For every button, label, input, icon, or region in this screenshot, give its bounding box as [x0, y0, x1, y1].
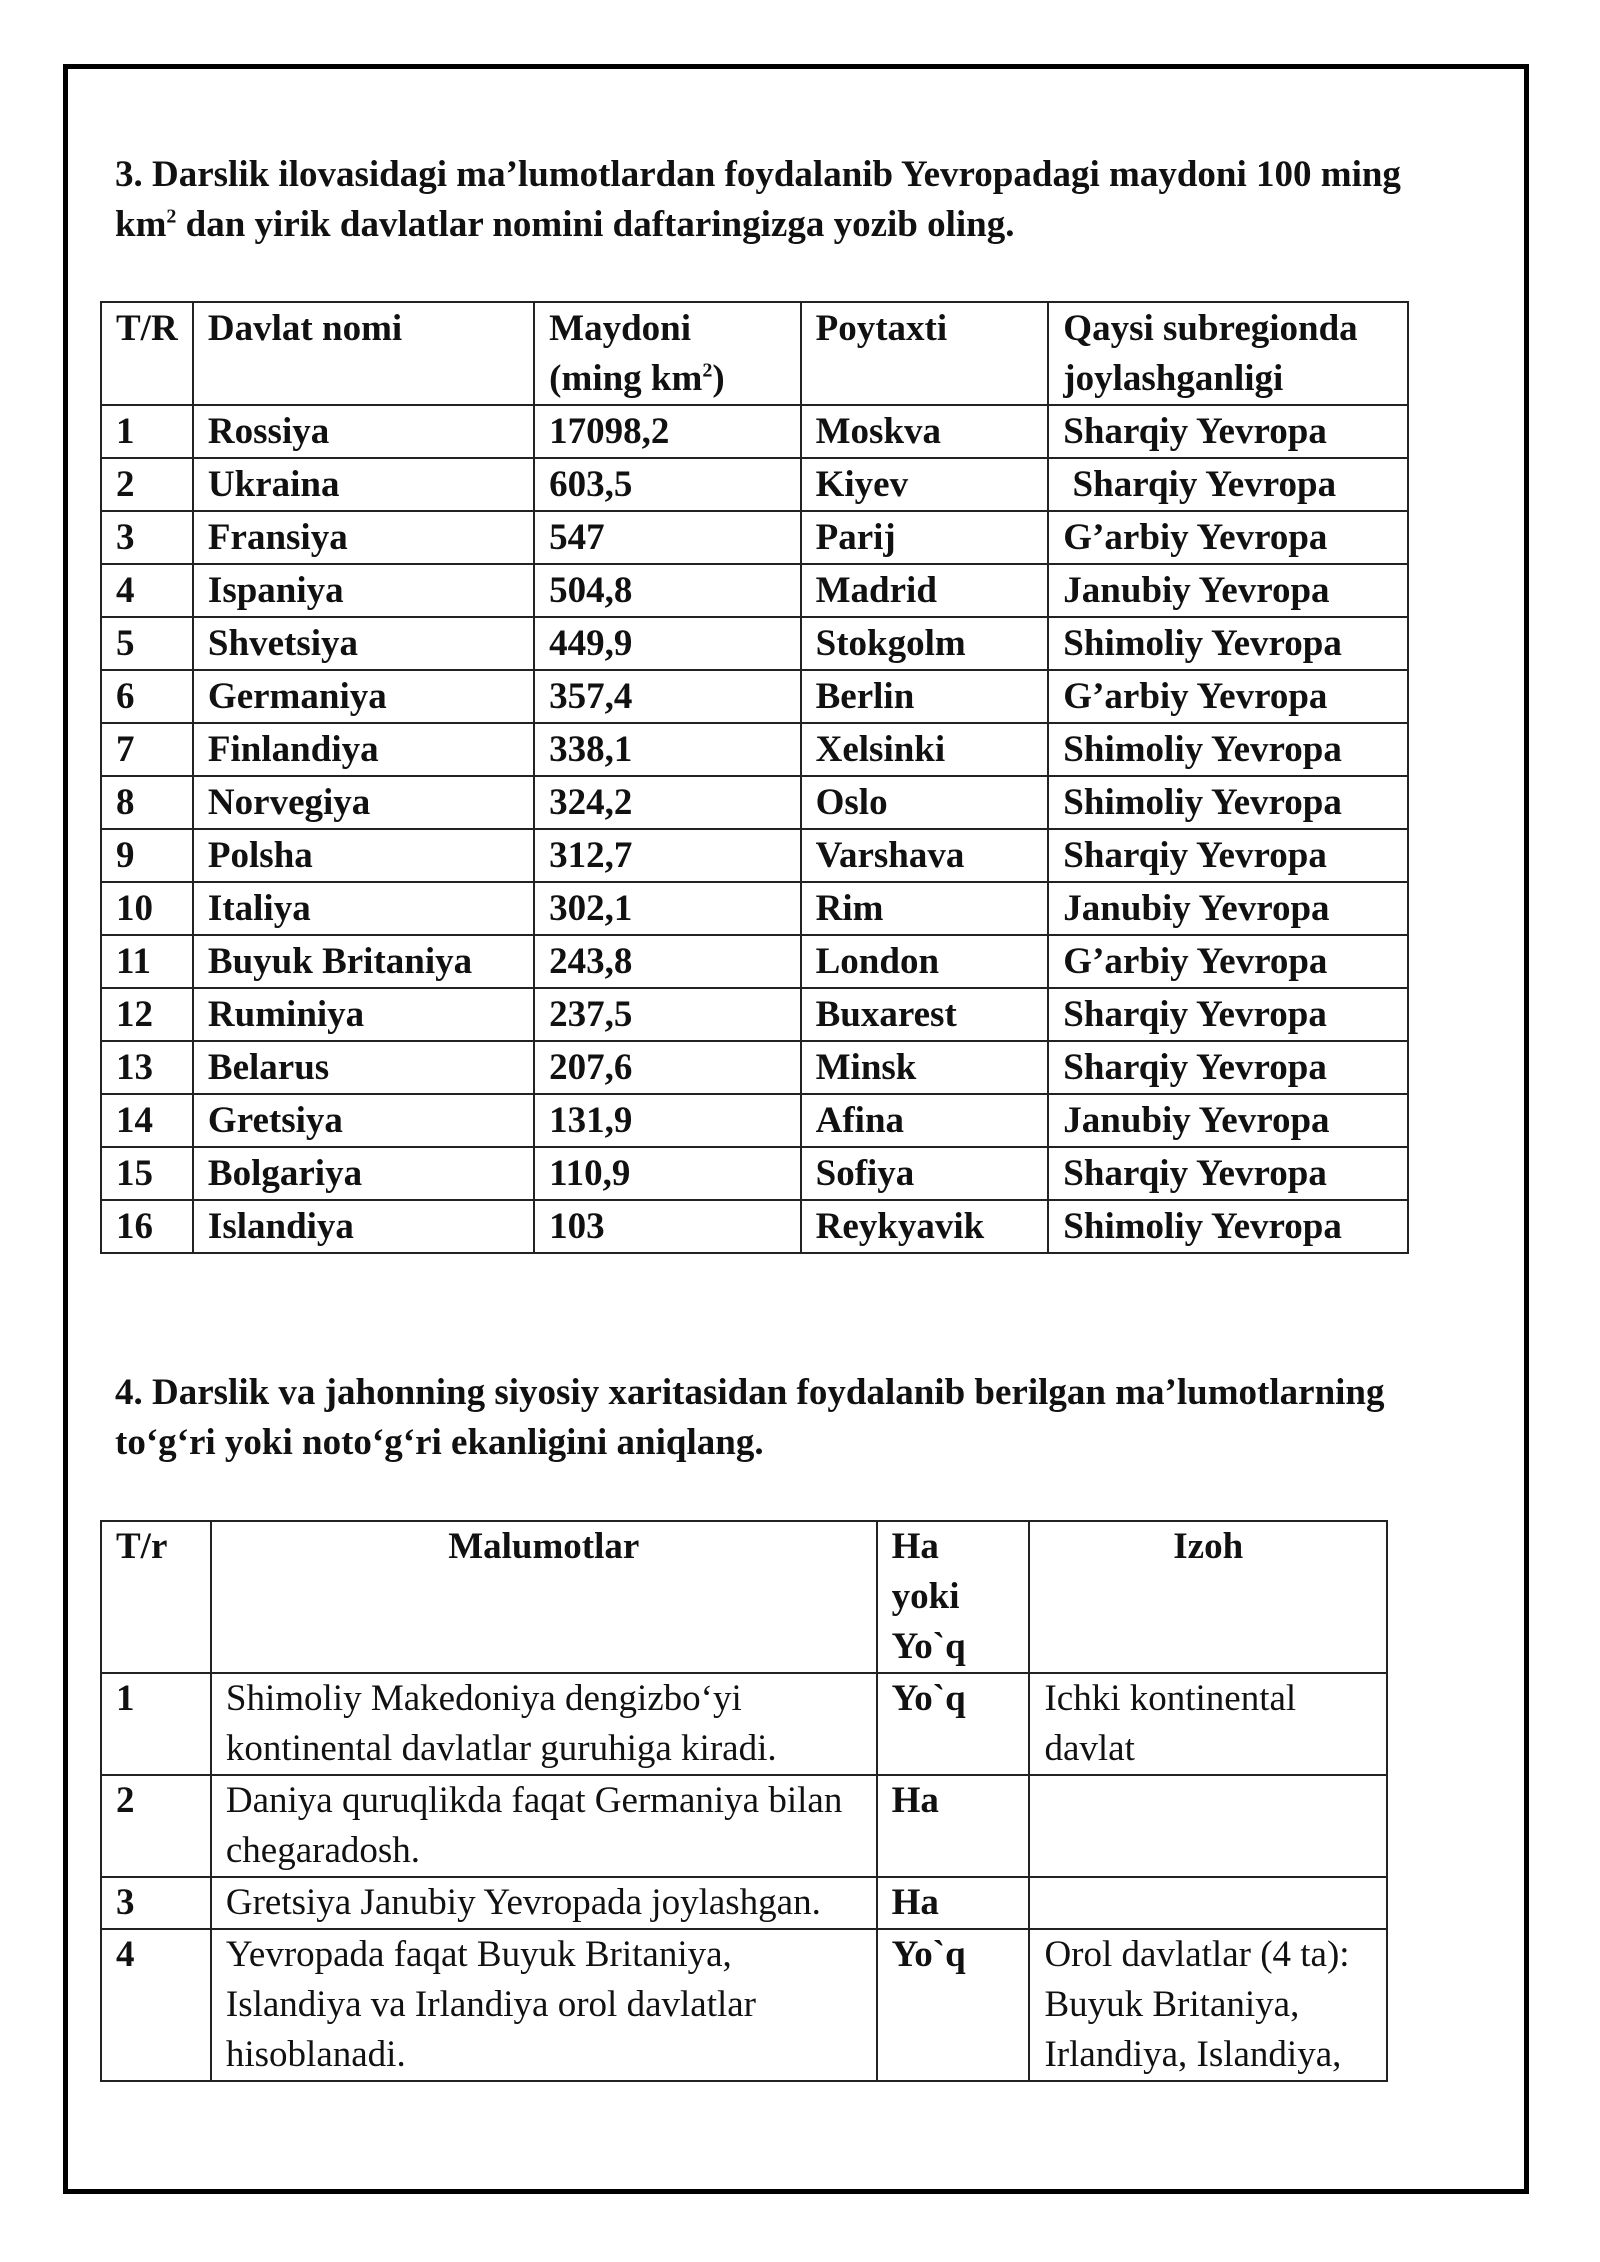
cell-name: Finlandiya [193, 723, 534, 776]
fact-info-line: chegaradosh. [225, 1830, 421, 1871]
header-area-line2-suffix: ) [712, 358, 725, 399]
cell-name: Italiya [193, 882, 534, 935]
cell-region: G’arbiy Yevropa [1048, 670, 1408, 723]
cell-area: 103 [534, 1200, 800, 1253]
fact-num: 4 [101, 1929, 211, 2081]
table-row [101, 1775, 1387, 1877]
cell-num: 4 [101, 564, 193, 617]
facts-header-answer-line2: yoki [891, 1576, 960, 1617]
header-area [534, 302, 800, 405]
cell-capital: Reykyavik [801, 1200, 1049, 1253]
fact-answer: Yo`q [877, 1929, 1030, 2081]
header-capital: Poytaxti [801, 302, 1049, 405]
fact-note [1029, 1877, 1387, 1929]
fact-note-line: Orol davlatlar (4 ta): [1044, 1934, 1350, 1975]
fact-info-line: Islandiya va Irlandiya orol davlatlar [225, 1984, 756, 2025]
fact-num: 2 [101, 1775, 211, 1877]
facts-header-answer-line3: Yo`q [891, 1626, 966, 1667]
cell-area: 324,2 [534, 776, 800, 829]
table-row [101, 617, 1408, 670]
table-row [101, 723, 1408, 776]
facts-header-answer-line1: Ha [891, 1526, 939, 1567]
cell-name: Ukraina [193, 458, 534, 511]
facts-header-answer [877, 1521, 1030, 1673]
fact-note-line: Irlandiya, Islandiya, [1044, 2034, 1342, 2075]
fact-note [1029, 1673, 1387, 1775]
cell-capital: Stokgolm [801, 617, 1049, 670]
facts-header-note: Izoh [1029, 1521, 1387, 1673]
fact-answer: Yo`q [877, 1673, 1030, 1775]
task4-heading [115, 1368, 1475, 1468]
cell-capital: London [801, 935, 1049, 988]
fact-info-line: kontinental davlatlar guruhiga kiradi. [225, 1728, 777, 1769]
cell-num: 9 [101, 829, 193, 882]
fact-info [211, 1673, 877, 1775]
cell-area: 243,8 [534, 935, 800, 988]
fact-note [1029, 1775, 1387, 1877]
facts-table-header [101, 1521, 1387, 1673]
cell-region: Sharqiy Yevropa [1048, 1041, 1408, 1094]
table-row [101, 458, 1408, 511]
cell-name: Ispaniya [193, 564, 534, 617]
countries-table-body [101, 405, 1408, 1253]
task3-line2-suffix: dan yirik davlatlar nomini daftaringizga yozib oling. [176, 204, 1015, 245]
cell-num: 13 [101, 1041, 193, 1094]
fact-num: 3 [101, 1877, 211, 1929]
cell-num: 3 [101, 511, 193, 564]
table-row [101, 1929, 1387, 2081]
fact-answer: Ha [877, 1877, 1030, 1929]
fact-note-line: Buyuk Britaniya, [1044, 1984, 1300, 2025]
fact-info-line: Shimoliy Makedoniya dengizbo‘yi [225, 1678, 742, 1719]
cell-area: 110,9 [534, 1147, 800, 1200]
cell-area: 237,5 [534, 988, 800, 1041]
cell-num: 15 [101, 1147, 193, 1200]
cell-region: Sharqiy Yevropa [1048, 1147, 1408, 1200]
cell-name: Gretsiya [193, 1094, 534, 1147]
cell-num: 6 [101, 670, 193, 723]
cell-name: Polsha [193, 829, 534, 882]
table-row [101, 1877, 1387, 1929]
cell-name: Belarus [193, 1041, 534, 1094]
countries-table [100, 301, 1409, 1254]
cell-name: Islandiya [193, 1200, 534, 1253]
cell-region: G’arbiy Yevropa [1048, 511, 1408, 564]
cell-num: 2 [101, 458, 193, 511]
table-row [101, 564, 1408, 617]
cell-name: Buyuk Britaniya [193, 935, 534, 988]
cell-capital: Xelsinki [801, 723, 1049, 776]
table-row [101, 882, 1408, 935]
cell-capital: Afina [801, 1094, 1049, 1147]
cell-area: 603,5 [534, 458, 800, 511]
cell-area: 131,9 [534, 1094, 800, 1147]
header-area-line1: Maydoni [549, 308, 692, 349]
cell-region: Sharqiy Yevropa [1048, 988, 1408, 1041]
cell-name: Ruminiya [193, 988, 534, 1041]
header-region-line1: Qaysi subregionda [1063, 308, 1358, 349]
cell-num: 11 [101, 935, 193, 988]
table-row [101, 1041, 1408, 1094]
cell-region: G’arbiy Yevropa [1048, 935, 1408, 988]
cell-capital: Berlin [801, 670, 1049, 723]
cell-region: Shimoliy Yevropa [1048, 723, 1408, 776]
table-row [101, 829, 1408, 882]
cell-capital: Sofiya [801, 1147, 1049, 1200]
header-area-sup: 2 [702, 359, 713, 382]
fact-note-line: Ichki kontinental [1044, 1678, 1297, 1719]
table-row [101, 988, 1408, 1041]
cell-name: Shvetsiya [193, 617, 534, 670]
table-row [101, 405, 1408, 458]
cell-capital: Minsk [801, 1041, 1049, 1094]
cell-name: Bolgariya [193, 1147, 534, 1200]
fact-num: 1 [101, 1673, 211, 1775]
facts-table [100, 1520, 1388, 2082]
header-area-line2-prefix: (ming km [549, 358, 703, 399]
cell-num: 5 [101, 617, 193, 670]
task3-line2-sup: 2 [166, 205, 177, 228]
header-num: T/R [101, 302, 193, 405]
task4-line2: to‘g‘ri yoki noto‘g‘ri ekanligini aniqlang. [115, 1422, 764, 1463]
task3-line1: 3. Darslik ilovasidagi ma’lumotlardan foydalanib Yevropadagi maydoni 100 ming [115, 154, 1401, 195]
cell-area: 17098,2 [534, 405, 800, 458]
cell-capital: Moskva [801, 405, 1049, 458]
cell-area: 312,7 [534, 829, 800, 882]
cell-name: Rossiya [193, 405, 534, 458]
facts-header-info: Malumotlar [211, 1521, 877, 1673]
task4-line1: 4. Darslik va jahonning siyosiy xaritasidan foydalanib berilgan ma’lumotlarning [115, 1372, 1385, 1413]
cell-num: 16 [101, 1200, 193, 1253]
fact-info [211, 1775, 877, 1877]
cell-num: 14 [101, 1094, 193, 1147]
table-row [101, 1094, 1408, 1147]
task3-line2-prefix: km [115, 204, 167, 245]
cell-name: Norvegiya [193, 776, 534, 829]
header-region [1048, 302, 1408, 405]
cell-num: 7 [101, 723, 193, 776]
cell-num: 12 [101, 988, 193, 1041]
fact-info-line: Yevropada faqat Buyuk Britaniya, [225, 1934, 732, 1975]
task3-heading [115, 150, 1475, 250]
table-row [101, 776, 1408, 829]
cell-region: Shimoliy Yevropa [1048, 617, 1408, 670]
table-row [101, 1200, 1408, 1253]
cell-capital: Buxarest [801, 988, 1049, 1041]
table-row [101, 935, 1408, 988]
countries-table-header [101, 302, 1408, 405]
cell-num: 1 [101, 405, 193, 458]
fact-info-line: Daniya quruqlikda faqat Germaniya bilan [225, 1780, 843, 1821]
header-name: Davlat nomi [193, 302, 534, 405]
cell-region: Shimoliy Yevropa [1048, 1200, 1408, 1253]
fact-info-line: hisoblanadi. [225, 2034, 406, 2075]
fact-answer: Ha [877, 1775, 1030, 1877]
cell-num: 8 [101, 776, 193, 829]
table-row [101, 670, 1408, 723]
cell-area: 547 [534, 511, 800, 564]
cell-area: 504,8 [534, 564, 800, 617]
header-region-line2: joylashganligi [1063, 358, 1284, 399]
table-row [101, 1147, 1408, 1200]
fact-note-line: davlat [1044, 1728, 1135, 1769]
fact-info-line: Gretsiya Janubiy Yevropada joylashgan. [225, 1882, 821, 1923]
cell-area: 302,1 [534, 882, 800, 935]
fact-info [211, 1877, 877, 1929]
cell-region: Janubiy Yevropa [1048, 564, 1408, 617]
cell-region: Sharqiy Yevropa [1048, 829, 1408, 882]
cell-area: 449,9 [534, 617, 800, 670]
cell-region: Sharqiy Yevropa [1048, 458, 1408, 511]
table-row [101, 511, 1408, 564]
cell-region: Shimoliy Yevropa [1048, 776, 1408, 829]
cell-capital: Parij [801, 511, 1049, 564]
cell-capital: Varshava [801, 829, 1049, 882]
cell-region: Sharqiy Yevropa [1048, 405, 1408, 458]
cell-capital: Rim [801, 882, 1049, 935]
cell-name: Germaniya [193, 670, 534, 723]
cell-region: Janubiy Yevropa [1048, 1094, 1408, 1147]
cell-num: 10 [101, 882, 193, 935]
cell-capital: Kiyev [801, 458, 1049, 511]
cell-area: 207,6 [534, 1041, 800, 1094]
cell-name: Fransiya [193, 511, 534, 564]
fact-note [1029, 1929, 1387, 2081]
facts-table-body [101, 1673, 1387, 2081]
cell-area: 357,4 [534, 670, 800, 723]
cell-area: 338,1 [534, 723, 800, 776]
facts-header-num: T/r [101, 1521, 211, 1673]
fact-info [211, 1929, 877, 2081]
cell-capital: Madrid [801, 564, 1049, 617]
cell-region: Janubiy Yevropa [1048, 882, 1408, 935]
table-row [101, 1673, 1387, 1775]
cell-capital: Oslo [801, 776, 1049, 829]
